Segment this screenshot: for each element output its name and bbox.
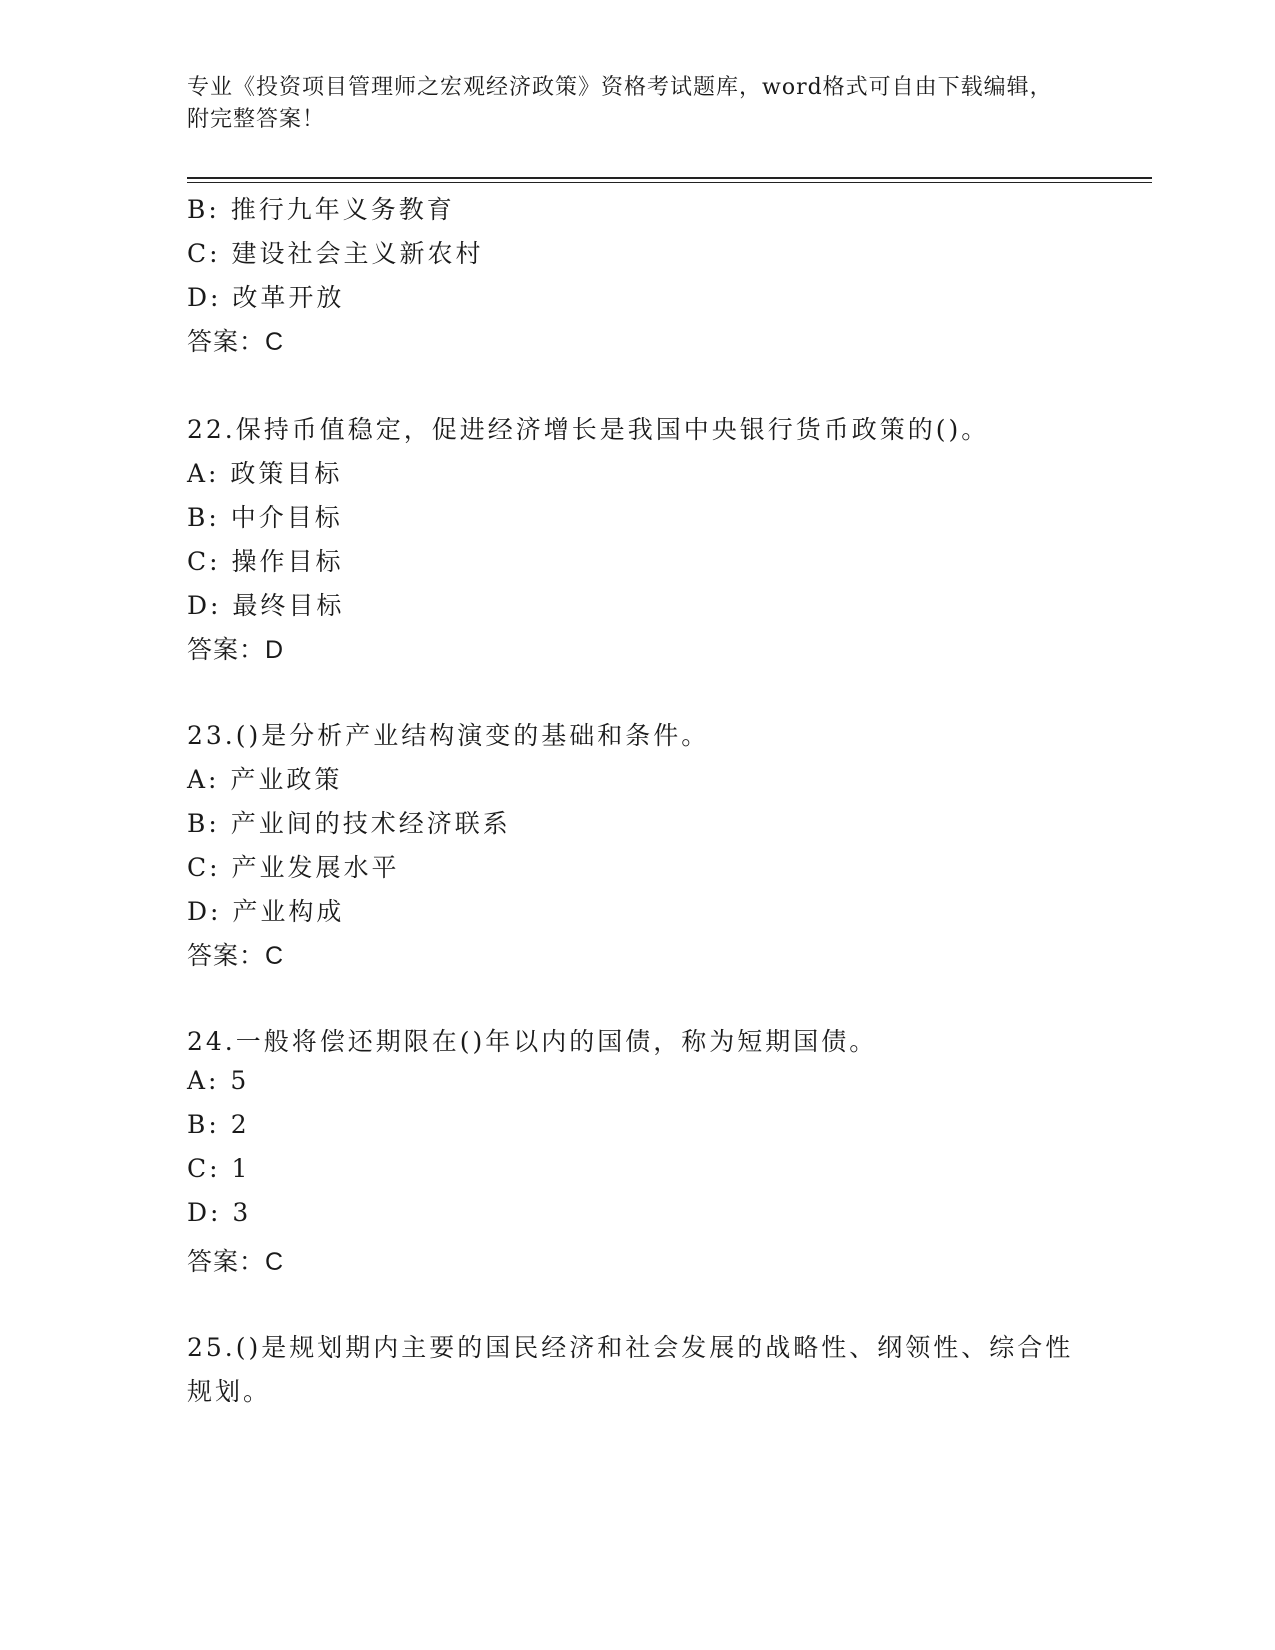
q23-option-c: C: 产业发展水平 <box>187 853 400 882</box>
document-header: 专业《投资项目管理师之宏观经济政策》资格考试题库，word格式可自由下载编辑，附完整答案！ <box>187 75 1053 132</box>
q22-question: 22.保持币值稳定，促进经济增长是我国中央银行货币政策的()。 <box>187 415 990 444</box>
q23-question: 23.()是分析产业结构演变的基础和条件。 <box>187 721 710 750</box>
q23-answer: 答案：C <box>187 942 285 970</box>
q25-question: 25.()是规划期内主要的国民经济和社会发展的战略性、纲领性、综合性规划。 <box>187 1333 1074 1406</box>
q22-option-b: B: 中介目标 <box>187 503 343 532</box>
q24-option-c: C: 1 <box>187 1154 251 1183</box>
q21-option-c: C: 建设社会主义新农村 <box>187 239 484 268</box>
q22-option-c: C: 操作目标 <box>187 547 344 576</box>
q24-option-b: B: 2 <box>187 1110 250 1139</box>
q23-option-b: B: 产业间的技术经济联系 <box>187 809 511 838</box>
q21-answer: 答案：C <box>187 328 285 356</box>
q22-answer: 答案：D <box>187 636 285 664</box>
q22-option-a: A: 政策目标 <box>187 459 343 488</box>
header-divider-thick <box>187 177 1152 179</box>
q24-question: 24.一般将偿还期限在()年以内的国债，称为短期国债。 <box>187 1027 878 1056</box>
q21-option-d: D: 改革开放 <box>187 283 345 312</box>
q24-answer: 答案：C <box>187 1248 285 1276</box>
q24-option-a: A: 5 <box>187 1066 250 1095</box>
header-divider-thin <box>187 182 1152 183</box>
q21-option-b: B: 推行九年义务教育 <box>187 195 455 224</box>
q24-option-d: D: 3 <box>187 1198 252 1227</box>
q22-option-d: D: 最终目标 <box>187 591 345 620</box>
q23-option-d: D: 产业构成 <box>187 897 345 926</box>
q23-option-a: A: 产业政策 <box>187 765 343 794</box>
